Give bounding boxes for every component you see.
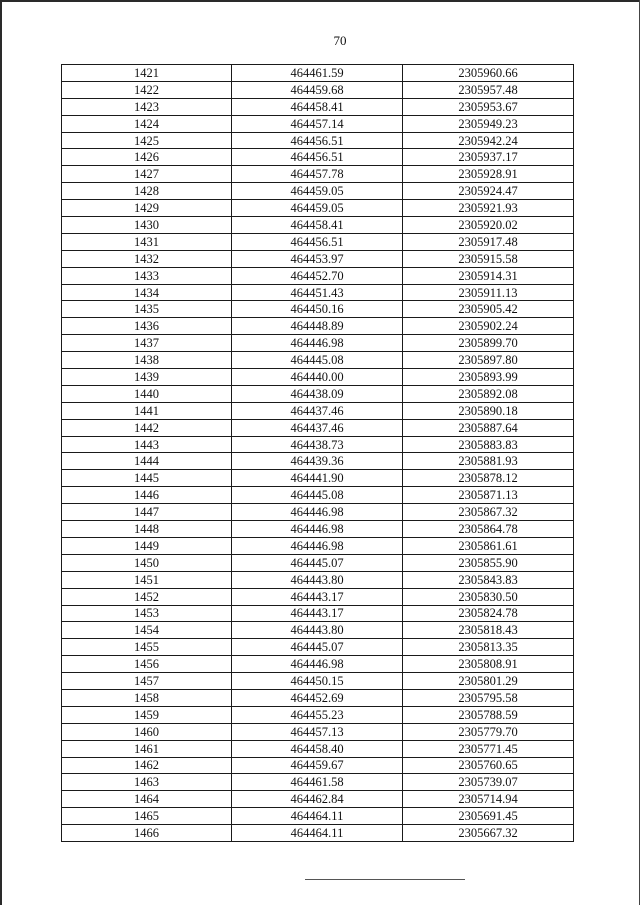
table-row [62,588,574,605]
table-row [62,267,574,284]
point-number-cell: 1434 [62,284,232,301]
point-number-cell: 1424 [62,115,232,132]
y-coordinate-cell: 2305861.61 [403,537,574,554]
point-number-cell: 1430 [62,217,232,234]
x-coordinate-cell: 464462.84 [232,791,403,808]
point-number-cell: 1464 [62,791,232,808]
x-coordinate-cell: 464445.07 [232,639,403,656]
x-coordinate-cell: 464451.43 [232,284,403,301]
y-coordinate-cell: 2305924.47 [403,183,574,200]
point-number-cell: 1465 [62,808,232,825]
y-coordinate-cell: 2305893.99 [403,369,574,386]
table-row [62,200,574,217]
x-coordinate-cell: 464446.98 [232,521,403,538]
y-coordinate-cell: 2305788.59 [403,706,574,723]
y-coordinate-cell: 2305867.32 [403,504,574,521]
table-row [62,402,574,419]
table-row [62,217,574,234]
table-row [62,554,574,571]
x-coordinate-cell: 464448.89 [232,318,403,335]
table-row [62,504,574,521]
y-coordinate-cell: 2305937.17 [403,149,574,166]
y-coordinate-cell: 2305818.43 [403,622,574,639]
y-coordinate-cell: 2305928.91 [403,166,574,183]
point-number-cell: 1422 [62,81,232,98]
point-number-cell: 1445 [62,470,232,487]
point-number-cell: 1436 [62,318,232,335]
table-row [62,689,574,706]
point-number-cell: 1450 [62,554,232,571]
point-number-cell: 1463 [62,774,232,791]
x-coordinate-cell: 464457.13 [232,723,403,740]
x-coordinate-cell: 464443.80 [232,622,403,639]
x-coordinate-cell: 464456.51 [232,233,403,250]
table-row [62,166,574,183]
y-coordinate-cell: 2305714.94 [403,791,574,808]
table-row [62,132,574,149]
x-coordinate-cell: 464453.97 [232,250,403,267]
x-coordinate-cell: 464459.05 [232,200,403,217]
table-row [62,453,574,470]
point-number-cell: 1457 [62,673,232,690]
y-coordinate-cell: 2305953.67 [403,98,574,115]
x-coordinate-cell: 464438.09 [232,385,403,402]
x-coordinate-cell: 464461.58 [232,774,403,791]
page-number: 70 [333,33,347,48]
y-coordinate-cell: 2305883.83 [403,436,574,453]
x-coordinate-cell: 464443.17 [232,588,403,605]
y-coordinate-cell: 2305760.65 [403,757,574,774]
table-row [62,825,574,842]
page-border-left [0,0,2,905]
x-coordinate-cell: 464437.46 [232,402,403,419]
page-border-top [0,0,640,2]
x-coordinate-cell: 464464.11 [232,825,403,842]
x-coordinate-cell: 464446.98 [232,656,403,673]
y-coordinate-cell: 2305949.23 [403,115,574,132]
y-coordinate-cell: 2305771.45 [403,740,574,757]
point-number-cell: 1429 [62,200,232,217]
x-coordinate-cell: 464458.40 [232,740,403,757]
table-row [62,149,574,166]
y-coordinate-cell: 2305915.58 [403,250,574,267]
point-number-cell: 1461 [62,740,232,757]
x-coordinate-cell: 464459.05 [232,183,403,200]
y-coordinate-cell: 2305830.50 [403,588,574,605]
table-row [62,571,574,588]
point-number-cell: 1456 [62,656,232,673]
point-number-cell: 1428 [62,183,232,200]
y-coordinate-cell: 2305843.83 [403,571,574,588]
point-number-cell: 1432 [62,250,232,267]
y-coordinate-cell: 2305890.18 [403,402,574,419]
y-coordinate-cell: 2305779.70 [403,723,574,740]
x-coordinate-cell: 464445.08 [232,352,403,369]
table-row [62,740,574,757]
x-coordinate-cell: 464438.73 [232,436,403,453]
table-row [62,284,574,301]
point-number-cell: 1458 [62,689,232,706]
y-coordinate-cell: 2305881.93 [403,453,574,470]
table-row [62,757,574,774]
x-coordinate-cell: 464441.90 [232,470,403,487]
table-row [62,537,574,554]
point-number-cell: 1442 [62,419,232,436]
x-coordinate-cell: 464437.46 [232,419,403,436]
y-coordinate-cell: 2305801.29 [403,673,574,690]
x-coordinate-cell: 464443.17 [232,605,403,622]
table-row [62,487,574,504]
x-coordinate-cell: 464443.80 [232,571,403,588]
y-coordinate-cell: 2305691.45 [403,808,574,825]
x-coordinate-cell: 464452.70 [232,267,403,284]
x-coordinate-cell: 464457.14 [232,115,403,132]
x-coordinate-cell: 464459.68 [232,81,403,98]
y-coordinate-cell: 2305824.78 [403,605,574,622]
y-coordinate-cell: 2305899.70 [403,335,574,352]
x-coordinate-cell: 464446.98 [232,335,403,352]
point-number-cell: 1444 [62,453,232,470]
point-number-cell: 1447 [62,504,232,521]
y-coordinate-cell: 2305917.48 [403,233,574,250]
point-number-cell: 1449 [62,537,232,554]
table-row [62,723,574,740]
table-row [62,706,574,723]
point-number-cell: 1426 [62,149,232,166]
table-row [62,436,574,453]
y-coordinate-cell: 2305960.66 [403,65,574,82]
x-coordinate-cell: 464459.67 [232,757,403,774]
table-row [62,673,574,690]
table-row [62,791,574,808]
y-coordinate-cell: 2305902.24 [403,318,574,335]
table-row [62,301,574,318]
x-coordinate-cell: 464439.36 [232,453,403,470]
y-coordinate-cell: 2305864.78 [403,521,574,538]
table-row [62,233,574,250]
y-coordinate-cell: 2305911.13 [403,284,574,301]
y-coordinate-cell: 2305667.32 [403,825,574,842]
point-number-cell: 1435 [62,301,232,318]
y-coordinate-cell: 2305878.12 [403,470,574,487]
x-coordinate-cell: 464458.41 [232,217,403,234]
coordinate-table [61,64,574,842]
point-number-cell: 1443 [62,436,232,453]
table-row [62,605,574,622]
y-coordinate-cell: 2305855.90 [403,554,574,571]
x-coordinate-cell: 464464.11 [232,808,403,825]
footer-line [305,879,465,880]
point-number-cell: 1438 [62,352,232,369]
y-coordinate-cell: 2305795.58 [403,689,574,706]
table-row [62,352,574,369]
x-coordinate-cell: 464456.51 [232,149,403,166]
table-row [62,656,574,673]
table-row [62,385,574,402]
y-coordinate-cell: 2305921.93 [403,200,574,217]
x-coordinate-cell: 464452.69 [232,689,403,706]
table-row [62,318,574,335]
table-row [62,369,574,386]
x-coordinate-cell: 464445.08 [232,487,403,504]
x-coordinate-cell: 464457.78 [232,166,403,183]
point-number-cell: 1431 [62,233,232,250]
y-coordinate-cell: 2305808.91 [403,656,574,673]
point-number-cell: 1452 [62,588,232,605]
point-number-cell: 1433 [62,267,232,284]
table-row [62,65,574,82]
x-coordinate-cell: 464445.07 [232,554,403,571]
x-coordinate-cell: 464458.41 [232,98,403,115]
point-number-cell: 1448 [62,521,232,538]
y-coordinate-cell: 2305871.13 [403,487,574,504]
point-number-cell: 1451 [62,571,232,588]
point-number-cell: 1427 [62,166,232,183]
point-number-cell: 1440 [62,385,232,402]
y-coordinate-cell: 2305897.80 [403,352,574,369]
point-number-cell: 1453 [62,605,232,622]
point-number-cell: 1441 [62,402,232,419]
y-coordinate-cell: 2305739.07 [403,774,574,791]
y-coordinate-cell: 2305887.64 [403,419,574,436]
point-number-cell: 1462 [62,757,232,774]
point-number-cell: 1423 [62,98,232,115]
x-coordinate-cell: 464440.00 [232,369,403,386]
table-row [62,98,574,115]
table-row [62,622,574,639]
point-number-cell: 1439 [62,369,232,386]
table-row [62,81,574,98]
point-number-cell: 1437 [62,335,232,352]
point-number-cell: 1455 [62,639,232,656]
y-coordinate-cell: 2305920.02 [403,217,574,234]
point-number-cell: 1466 [62,825,232,842]
x-coordinate-cell: 464446.98 [232,537,403,554]
y-coordinate-cell: 2305914.31 [403,267,574,284]
point-number-cell: 1421 [62,65,232,82]
table-row [62,335,574,352]
x-coordinate-cell: 464446.98 [232,504,403,521]
x-coordinate-cell: 464456.51 [232,132,403,149]
table-row [62,521,574,538]
point-number-cell: 1446 [62,487,232,504]
y-coordinate-cell: 2305905.42 [403,301,574,318]
table-row [62,250,574,267]
point-number-cell: 1459 [62,706,232,723]
x-coordinate-cell: 464461.59 [232,65,403,82]
x-coordinate-cell: 464455.23 [232,706,403,723]
table-row [62,639,574,656]
table-row [62,774,574,791]
point-number-cell: 1460 [62,723,232,740]
point-number-cell: 1425 [62,132,232,149]
table-row [62,808,574,825]
table-row [62,419,574,436]
point-number-cell: 1454 [62,622,232,639]
table-row [62,470,574,487]
y-coordinate-cell: 2305957.48 [403,81,574,98]
table-row [62,183,574,200]
x-coordinate-cell: 464450.15 [232,673,403,690]
y-coordinate-cell: 2305813.35 [403,639,574,656]
y-coordinate-cell: 2305942.24 [403,132,574,149]
coordinate-table-body [62,65,574,842]
y-coordinate-cell: 2305892.08 [403,385,574,402]
table-row [62,115,574,132]
x-coordinate-cell: 464450.16 [232,301,403,318]
